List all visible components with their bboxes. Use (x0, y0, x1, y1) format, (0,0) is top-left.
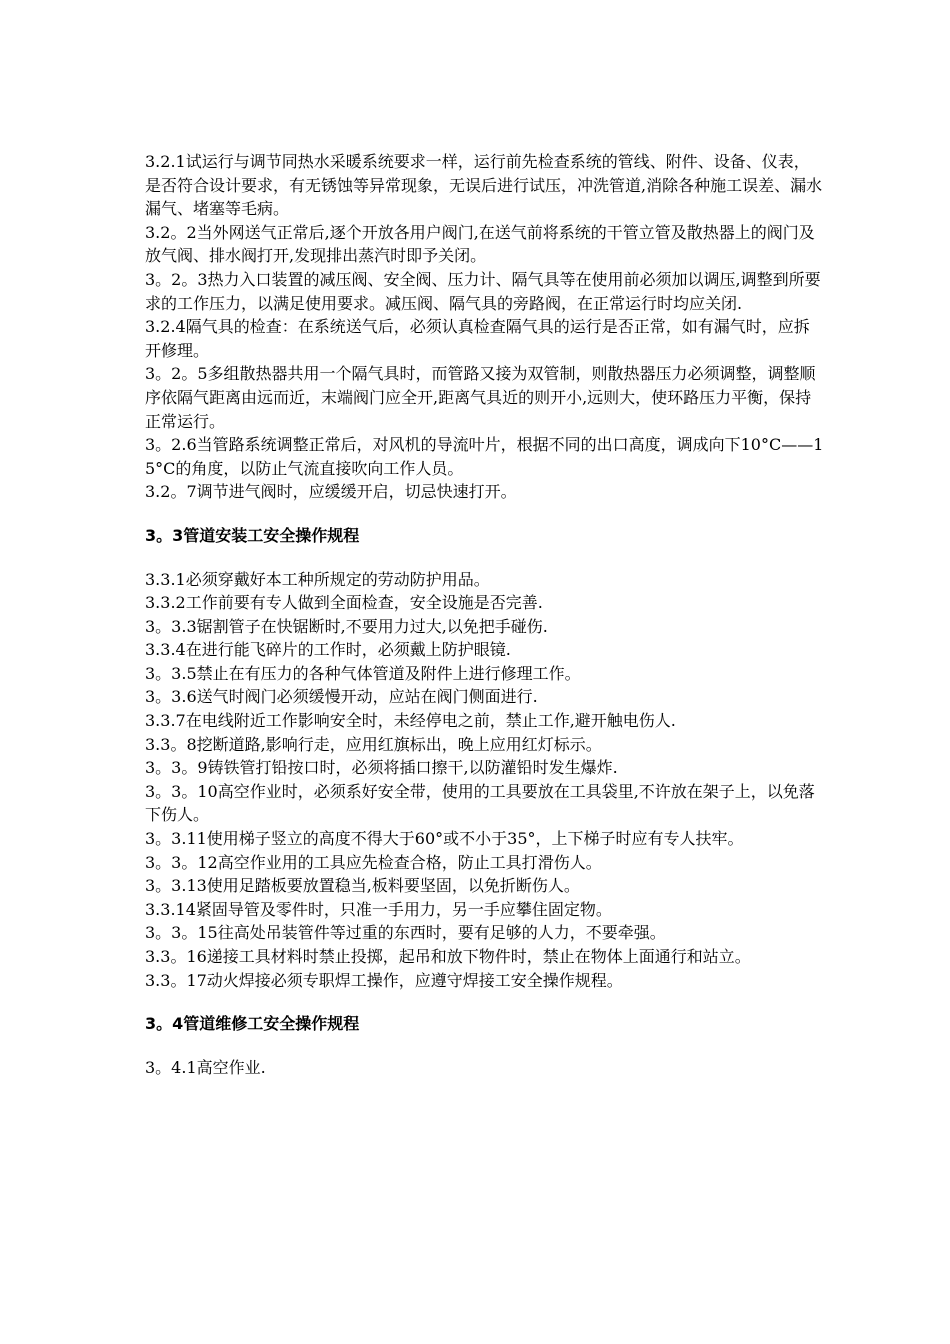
paragraph-3-2-1: 3.2.1试运行与调节同热水采暖系统要求一样，运行前先检查系统的管线、附件、设备、仪表，是否符合设计要求，有无锈蚀等异常现象，无误后进行试压，冲洗管道,消除各种施工误差、漏水漏气、堵塞等毛病。 (145, 152, 823, 219)
paragraph-3-2-3: 3。2。3热力入口装置的减压阀、安全阀、压力计、隔气具等在使用前必须加以调压,调整到所要求的工作压力，以满足使用要求。减压阀、隔气具的旁路阀，在正常运行时均应关闭. (145, 269, 821, 313)
paragraph-3-3-7: 3.3.7在电线附近工作影响安全时，未经停电之前，禁止工作,避开触电伤人. (145, 711, 676, 731)
paragraph-3-2-5: 3。2。5多组散热器共用一个隔气具时，而管路又接为双管制，则散热器压力必须调整，调整顺序依隔气距离由远而近，末端阀门应全开,距离气具近的则开小,远则大，使环路压力平衡，保持正常运行。 (145, 364, 816, 431)
paragraph-3-3-1: 3.3.1必须穿戴好本工种所规定的劳动防护用品。 (145, 569, 490, 589)
paragraph-3-3-3: 3。3.3锯割管子在快锯断时,不要用力过大,以免把手碰伤. (145, 616, 548, 636)
paragraph-3-3-16: 3.3。16递接工具材料时禁止投掷，起吊和放下物件时，禁止在物体上面通行和站立。 (145, 947, 751, 966)
paragraph-3-3-17: 3.3。17动火焊接必须专职焊工操作，应遵守焊接工安全操作规程。 (145, 970, 623, 990)
paragraph-3-3-9: 3。3。9铸铁管打铅按口时，必须将插口擦干,以防灌铅时发生爆炸. (145, 758, 618, 778)
paragraph-3-3-6: 3。3.6送气时阀门必须缓慢开动，应站在阀门侧面进行. (145, 687, 538, 707)
paragraph-3-2-4: 3.2.4隔气具的检查：在系统送气后，必须认真检查隔气具的运行是否正常，如有漏气时，应拆开修理。 (145, 317, 810, 360)
section-heading-3-4: 3。4管道维修工安全操作规程 (145, 1014, 360, 1034)
paragraph-3-3-12: 3。3。12高空作业用的工具应先检查合格，防止工具打滑伤人。 (145, 852, 602, 872)
paragraph-3-3-15: 3。3。15往高处吊装管件等过重的东西时，要有足够的人力，不要牵强。 (145, 923, 666, 943)
paragraph-3-3-5: 3。3.5禁止在有压力的各种气体管道及附件上进行修理工作。 (145, 663, 581, 683)
paragraph-3-3-14: 3.3.14紧固导管及零件时，只准一手用力，另一手应攀住固定物。 (145, 899, 612, 919)
paragraph-3-3-4: 3.3.4在进行能飞碎片的工作时，必须戴上防护眼镜. (145, 640, 511, 660)
section-heading-3-3: 3。3管道安装工安全操作规程 (145, 525, 360, 545)
document-page (145, 150, 825, 1079)
paragraph-3-3-10: 3。3。10高空作业时，必须系好安全带，使用的工具要放在工具袋里,不许放在架子上，以免落下伤人。 (145, 781, 815, 825)
paragraph-3-2-7: 3.2。7调节进气阀时，应缓缓开启，切忌快速打开。 (145, 482, 517, 502)
paragraph-3-4-1: 3。4.1高空作业. (145, 1057, 266, 1077)
paragraph-3-3-13: 3。3.13使用足踏板要放置稳当,板料要坚固，以免折断伤人。 (145, 876, 580, 896)
paragraph-3-3-11: 3。3.11使用梯子竖立的高度不得大于60°或不小于35°，上下梯子时应有专人扶牢。 (145, 829, 744, 849)
paragraph-3-2-2: 3.2。2当外网送气正常后,逐个开放各用户阀门,在送气前将系统的干管立管及散热器上的阀门及放气阀、排水阀打开,发现排出蒸汽时即予关闭。 (145, 222, 815, 266)
paragraph-3-2-6: 3。2.6当管路系统调整正常后，对风机的导流叶片，根据不同的出口高度，调成向下10°C——15°C的角度，以防止气流直接吹向工作人员。 (145, 435, 824, 478)
paragraph-3-3-2: 3.3.2工作前要有专人做到全面检查，安全设施是否完善. (145, 593, 543, 613)
paragraph-3-3-8: 3.3。8挖断道路,影响行走，应用红旗标出，晚上应用红灯标示。 (145, 734, 602, 754)
